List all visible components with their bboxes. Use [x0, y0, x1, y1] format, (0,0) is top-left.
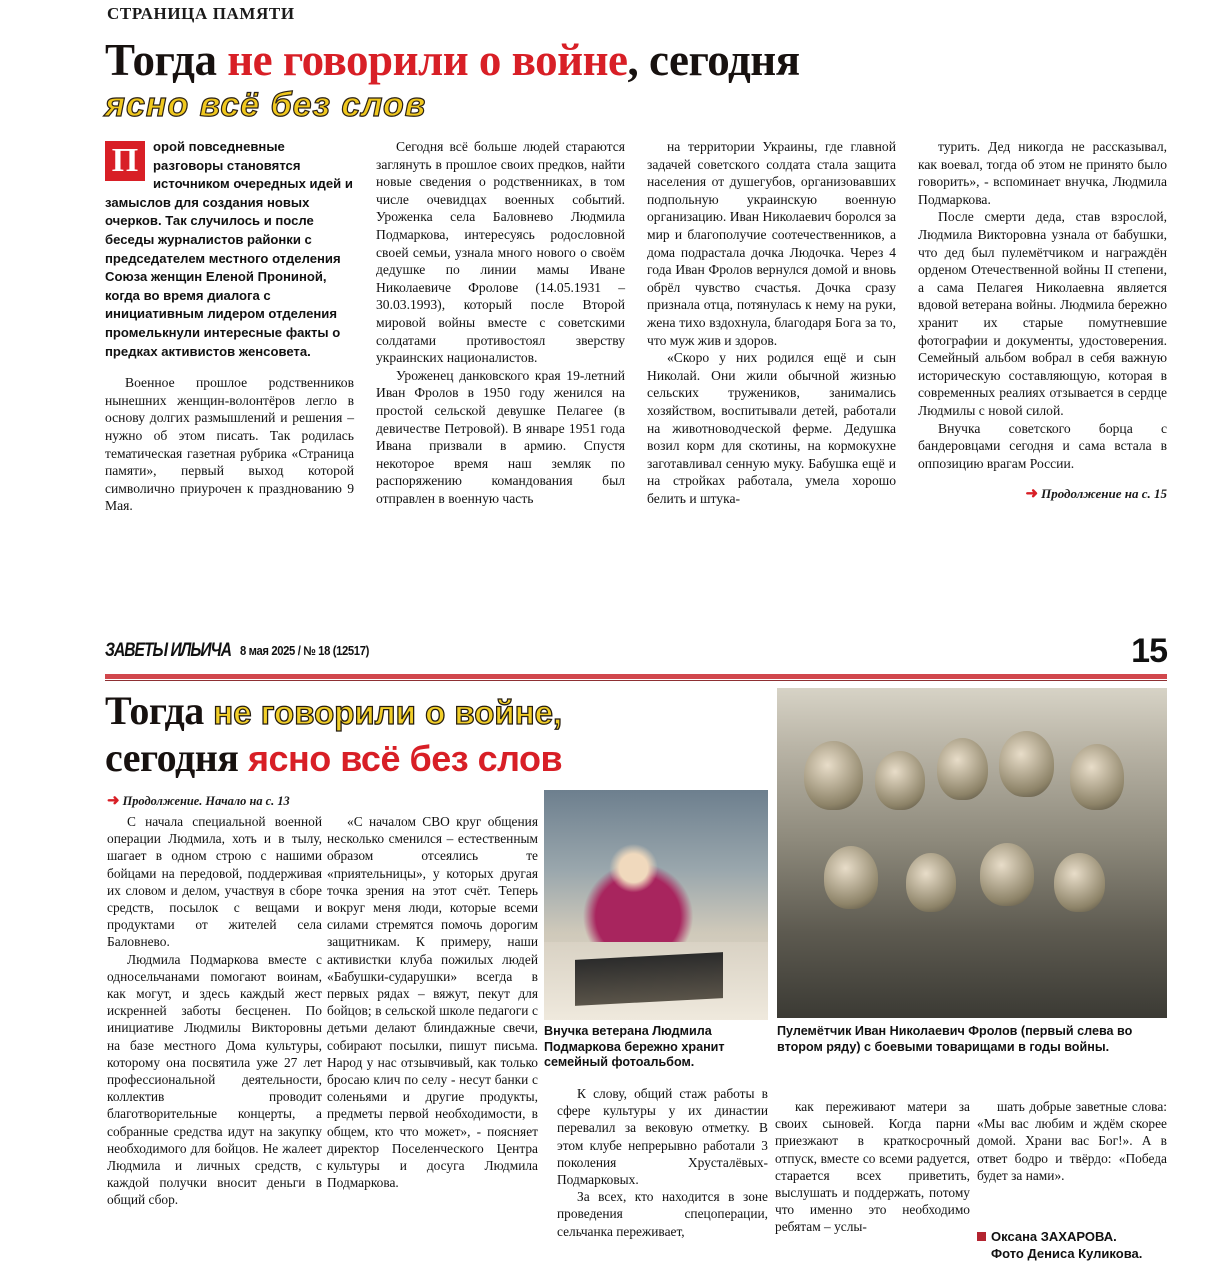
paragraph: Людмила Подмаркова вместе с односельчанами помогают воинам, как могут, и здесь каждый жест искренней заботы бесценен. По инициативе Людмилы Викторовны на базе местного Дома культуры, которому она посвятила уже 27 лет профессиональной деятельности, коллектив проводит благотворительные концерты, а собранные средства идут на закупку необходимого для бойцов. Не жалеет Людмила и личных средств, с каждой получки вносит деньги в общий сбор.	[107, 951, 322, 1208]
paragraph: как переживают матери за своих сыновей. Когда парни приезжают в краткосрочный отпуск, вместе со всеми радуется, старается всех приветить, выслушать и поддержать, потому что именно это необходимо ребятам – услы-	[775, 1099, 970, 1235]
masthead	[105, 632, 1167, 678]
article-page-13	[0, 0, 1211, 615]
paragraph: Сегодня всё больше людей стараются заглянуть в прошлое своих предков, найти новые сведения о родственниках, в том числе очевидцах военных событий. Уроженка села Баловнево Людмила Подмаркова, интересуясь родословной своей семьи, узнала много нового о своём дедушке по линии мамы Иване Николаевиче Фролове (14.05.1931 – 30.03.1993), который после Второй мировой войны вместе с советскими солдатами противостоял зверству украинских националистов.	[376, 139, 625, 366]
headline-segment-gold: не говорили о войне,	[213, 694, 563, 731]
masthead-rule-thin	[105, 680, 1167, 681]
top-columns	[105, 138, 1167, 515]
byline	[977, 1228, 1167, 1262]
paragraph: турить. Дед никогда не рассказывал, как воевал, тогда об этом не принято было говорить», - вспоминает внучка, Людмила Подмаркова.	[918, 139, 1167, 207]
paragraph: За всех, кто находится в зоне проведения спецоперации, сельчанка переживает,	[557, 1189, 768, 1239]
bottom-column-4	[775, 1098, 970, 1236]
arrow-right-icon: ➜	[1025, 486, 1039, 503]
issue-date: 8 мая 2025 / № 18 (12517)	[240, 644, 369, 658]
paragraph: Уроженец данковского края 19-летний Иван Фролов в 1950 году женился на простой сельской девушке Пелагее (в девичестве Петровой). В январе 1951 года Ивана призвали в армию. Спустя некоторое время наш земляк по распоряжению командования был отправлен в военную часть	[376, 367, 625, 506]
lead-text: орой повседневные разговоры становятся источником очередных идей и замыслов для создания новых очерков. Так случилось и после беседы журналистов районки с председателем местного отделения Союза женщин Еленой Прониной, когда во время диалога с инициативным лидером отделения промелькнули интересные факты о предках активистов женсовета.	[105, 139, 353, 359]
continuation-label: Продолжение. Начало на с. 13	[122, 794, 290, 808]
paragraph: К слову, общий стаж работы в сфере культуры у их династии перевалил за вековую отметку. В этом клубе непрерывно работали 3 поколения Хрусталёвых-Подмарковых.	[557, 1086, 768, 1188]
headline-segment-black-2: сегодня	[105, 735, 248, 780]
lead-paragraph	[105, 138, 354, 361]
caption-woman-photo: Внучка ветерана Людмила Подмаркова бережно хранит семейный фотоальбом.	[544, 1024, 725, 1069]
photo-figure	[1054, 853, 1105, 912]
paragraph: шать добрые заветные слова: «Мы вас любим и ждём скорее домой. Храни вас Бог!». А в ответ бодро и твёрдо: «Победа будет за нами».	[977, 1099, 1167, 1183]
continuation-note-start[interactable]	[107, 791, 322, 810]
bottom-column-3	[557, 1085, 768, 1240]
photo-figure	[1070, 744, 1125, 810]
photo-figure	[906, 853, 957, 912]
photo-figure	[804, 741, 863, 810]
paragraph: «С началом СВО круг общения несколько сменился – естественным образом отсеялись те «приятельницы», у которых другая точка зрения на этот счёт. Теперь вокруг меня люди, которые всеми силами стремятся помочь дорогим защитникам. К примеру, наши активистки клуба пожилых людей «Бабушки-сударушки» всегда в первых рядах – вяжут, пекут для бойцов; в сельской школе педагоги с детьми делают блиндажные свечи, собирают посылки, пишут письма. Народ у нас отзывчивый, как только бросаю клич по селу - несут банки с соленьями и другие продукты, предметы первой необходимости, в общем, кто что может», - поясняет директор Поселенческого Центра культуры и досуга Людмила Подмаркова.	[327, 814, 538, 1191]
bottom-column-5	[977, 1098, 1167, 1184]
headline-segment-red: ясно всё без слов	[247, 738, 563, 779]
top-column-1	[105, 138, 354, 515]
headline-top	[105, 36, 1105, 124]
headline-segment-red: не говорили о войне	[227, 35, 628, 85]
rubric-label: СТРАНИЦА ПАМЯТИ	[107, 4, 295, 23]
page-number: 15	[1131, 632, 1167, 670]
top-column-3	[647, 138, 896, 515]
bottom-column-1	[107, 813, 322, 1209]
paragraph: С начала специальной военной операции Людмила, хоть и в тылу, шагает в одном строю с нашими бойцами на передовой, поддерживая их словом и делом, участвуя в сборе средств, посылок с вещами и продуктами от жителей села Баловнево.	[107, 814, 322, 950]
top-column-2	[376, 138, 625, 515]
continuation-note[interactable]	[918, 484, 1167, 503]
photo-figure	[980, 843, 1035, 906]
top-column-4	[918, 138, 1167, 515]
paragraph: на территории Украины, где главной задачей советского солдата стала защита населения от душегубов, организовавших подпольную украинскую военную организацию. Иван Николаевич боролся за мир и благополучие соотечественников, а дома подрастала дочка Людочка. Через 4 года Иван Фролов вернулся домой и вновь обрёл чувство счастья. Дочка сразу признала отца, потянулась к нему на руки, жена тихо вздохнула, благодаря Бога за то, что муж жив и здоров.	[647, 139, 896, 348]
photo-woman-with-album	[544, 790, 768, 1020]
caption-soldiers-photo: Пулемётчик Иван Николаевич Фролов (первый слева во втором ряду) с боевыми товарищами в годы войны.	[777, 1024, 1133, 1054]
continuation-label: Продолжение на с. 15	[1041, 486, 1167, 502]
newspaper-logo: ЗАВЕТЫ ИЛЬИЧА	[105, 640, 231, 661]
headline-segment-black-1: Тогда	[105, 35, 228, 85]
headline-top-line2: ясно всё без слов	[105, 86, 427, 124]
author-name: Оксана ЗАХАРОВА.	[991, 1229, 1117, 1244]
byline-author-line	[977, 1228, 1167, 1245]
headline-segment-black-1: Тогда	[105, 688, 214, 733]
arrow-right-icon: ➜	[107, 793, 120, 809]
masthead-rule	[105, 674, 1167, 679]
bottom-column-2	[327, 813, 538, 1191]
headline-bottom-line1	[105, 688, 745, 735]
headline-bottom-line2	[105, 735, 745, 781]
square-bullet-icon	[977, 1232, 986, 1241]
photo-figure	[999, 731, 1054, 797]
photo-figure	[937, 738, 988, 801]
paragraph: «Скоро у них родился ещё и сын Николай. Они жили обычной жизнью сельских тружеников, занимались хозяйством, воспитывали детей, работали на животноводческой ферме. Дедушка возил корм для скотины, на кормокухне заготавливал сенную муку. Бабушка ещё и на стройках работала, умела хорошо белить и штука-	[647, 350, 896, 506]
article-page-15	[0, 628, 1211, 1280]
photo-credit: Фото Дениса Куликова.	[991, 1246, 1143, 1261]
paragraph: Внучка советского борца с бандеровцами сегодня и сама встала в оппозицию врагам России.	[918, 420, 1167, 471]
headline-segment-black-2: , сегодня	[627, 35, 800, 85]
drop-cap: П	[105, 141, 145, 181]
paragraph: После смерти деда, став взрослой, Людмила Викторовна узнала от бабушки, что дед был пулемётчиком и награждён орденом Отечественной войны II степени, а сама Пелагея Николаевна является вдовой ветерана войны. Людмила бережно хранит их старые помутневшие фотографии и документы, удостоверения. Семейный альбом вобрал в себя важную историческую составляющую, которая в современных реалиях отзывается в сердце Людмилы с новой силой.	[918, 209, 1167, 418]
photo-album-object	[575, 952, 723, 1006]
photo-soldiers-group	[777, 688, 1167, 1018]
photo-figure	[875, 751, 926, 810]
photo-figure	[824, 846, 879, 909]
headline-top-line1	[105, 36, 1105, 84]
paragraph: Военное прошлое родственников нынешних женщин-волонтёров легло в основу долгих размышлений и решения – нужно об этом писать. Так родилась тематическая газетная рубрика «Страница памяти», первый выход которой символично приурочен к празднованию 9 Мая.	[105, 375, 354, 514]
headline-bottom	[105, 688, 745, 781]
